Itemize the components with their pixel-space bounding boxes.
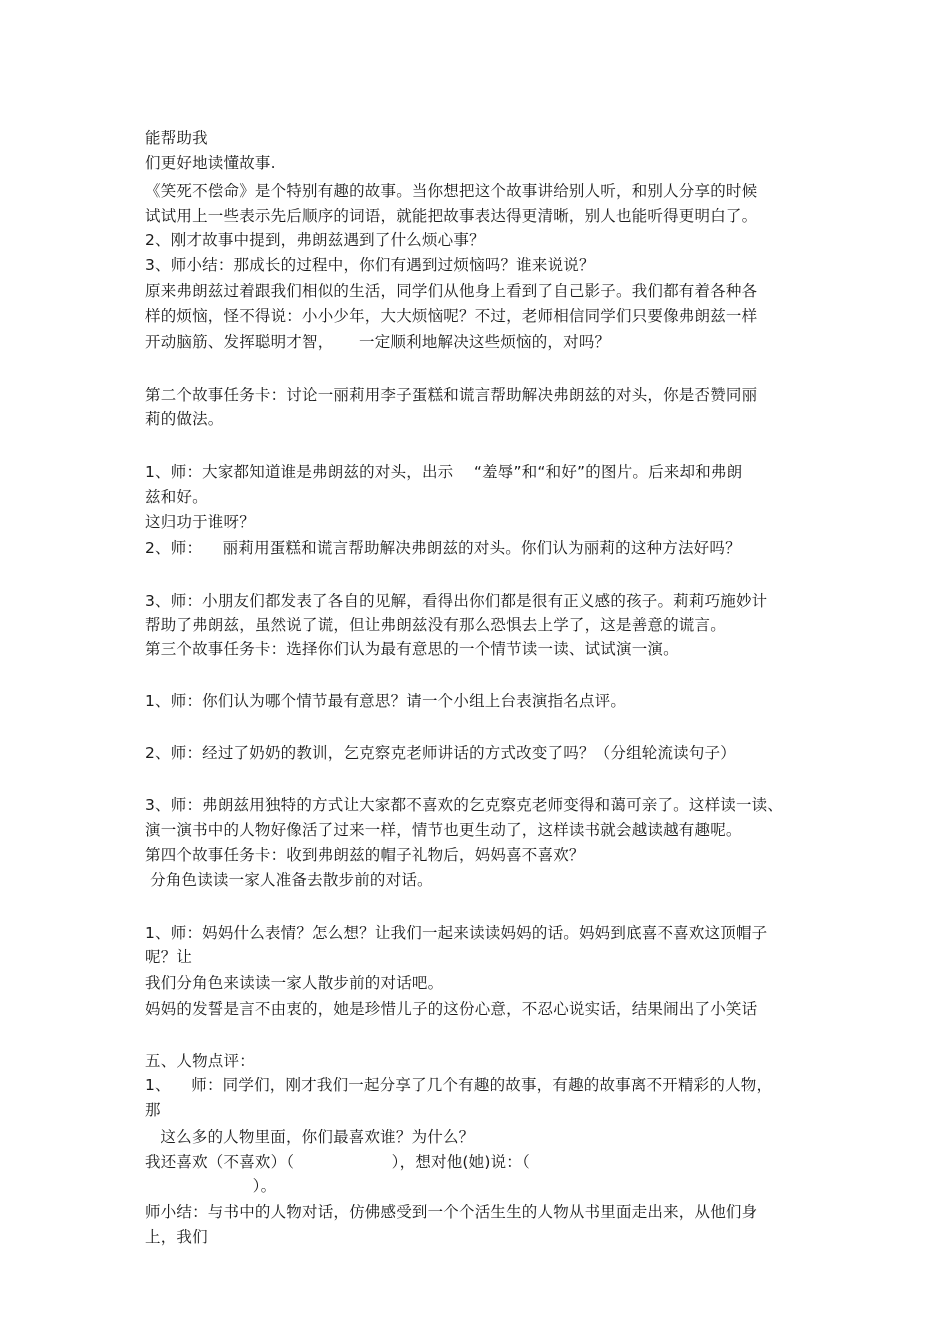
text-line: 3、师：弗朗兹用独特的方式让大家都不喜欢的乞克察克老师变得和蔼可亲了。这样读一读、 <box>145 796 784 814</box>
text-line: 帮助了弗朗兹，虽然说了谎，但让弗朗兹没有那么恐惧去上学了，这是善意的谎言。 <box>145 616 726 634</box>
text-line: 3、师：小朋友们都发表了各自的见解，看得出你们都是很有正义感的孩子。莉莉巧施妙计 <box>145 592 768 610</box>
text-line: 这归功于谁呀？ <box>145 513 255 531</box>
text-line: 2、师：经过了奶奶的教训，乞克察克老师讲话的方式改变了吗？（分组轮流读句子） <box>145 744 736 762</box>
text-line: 2、刚才故事中提到，弗朗兹遇到了什么烦心事？ <box>145 231 485 249</box>
text-line: 第四个故事任务卡：收到弗朗兹的帽子礼物后，妈妈喜不喜欢？ <box>145 846 585 864</box>
text-line: 原来弗朗兹过着跟我们相似的生活，同学们从他身上看到了自己影子。我们都有着各种各 <box>145 282 758 300</box>
text-line: 1、师：你们认为哪个情节最有意思？请一个小组上台表演指名点评。 <box>145 692 627 710</box>
text-line: 我还喜欢（不喜欢）（ ），想对他(她)说：（ <box>145 1153 530 1171</box>
text-line: 呢？让 <box>145 948 193 966</box>
text-line: 1、 师：同学们，刚才我们一起分享了几个有趣的故事，有趣的故事离不开精彩的人物， <box>145 1076 773 1094</box>
text-line: 1、师：大家都知道谁是弗朗兹的对头，出示 “羞辱”和“和好”的图片。后来却和弗朗 <box>145 463 743 481</box>
text-line: 开动脑筋、发挥聪明才智， 一定顺利地解决这些烦恼的，对吗？ <box>145 333 611 351</box>
text-line: 莉的做法。 <box>145 410 224 428</box>
text-line: 妈妈的发誓是言不由衷的，她是珍惜儿子的这份心意，不忍心说实话，结果闹出了小笑话 <box>145 1000 758 1018</box>
text-line: 这么多的人物里面，你们最喜欢谁？为什么？ <box>145 1128 475 1146</box>
text-line: 那 <box>145 1101 161 1119</box>
text-line: 演一演书中的人物好像活了过来一样，情节也更生动了，这样读书就会越读越有趣呢。 <box>145 821 742 839</box>
text-line: 们更好地读懂故事. <box>145 154 276 172</box>
text-line: 《笑死不偿命》是个特别有趣的故事。当你想把这个故事讲给别人听，和别人分享的时候 <box>145 182 758 200</box>
text-line: 第二个故事任务卡：讨论一丽莉用李子蛋糕和谎言帮助解决弗朗兹的对头，你是否赞同丽 <box>145 386 758 404</box>
text-line: 兹和好。 <box>145 488 208 506</box>
text-line: 我们分角色来读读一家人散步前的对话吧。 <box>145 974 444 992</box>
text-line: 上，我们 <box>145 1228 208 1246</box>
text-line: 1、师：妈妈什么表情？怎么想？让我们一起来读读妈妈的话。妈妈到底喜不喜欢这顶帽子 <box>145 924 768 942</box>
text-line: 样的烦恼，怪不得说：小小少年，大大烦恼呢？不过，老师相信同学们只要像弗朗兹一样 <box>145 307 758 325</box>
text-line: 3、师小结：那成长的过程中，你们有遇到过烦恼吗？谁来说说？ <box>145 256 595 274</box>
text-line: 2、师： 丽莉用蛋糕和谎言帮助解决弗朗兹的对头。你们认为丽莉的这种方法好吗？ <box>145 539 741 557</box>
text-line: 分角色读读一家人准备去散步前的对话。 <box>145 871 433 889</box>
text-line: 能帮助我 <box>145 129 208 147</box>
text-line: ）。 <box>145 1177 277 1195</box>
text-line: 五、人物点评： <box>145 1052 255 1070</box>
text-line: 第三个故事任务卡：选择你们认为最有意思的一个情节读一读、试试演一演。 <box>145 640 679 658</box>
text-line: 试试用上一些表示先后顺序的词语，就能把故事表达得更清晰，别人也能听得更明白了。 <box>145 207 758 225</box>
text-line: 师小结：与书中的人物对话，仿佛感受到一个个活生生的人物从书里面走出来，从他们身 <box>145 1203 758 1221</box>
